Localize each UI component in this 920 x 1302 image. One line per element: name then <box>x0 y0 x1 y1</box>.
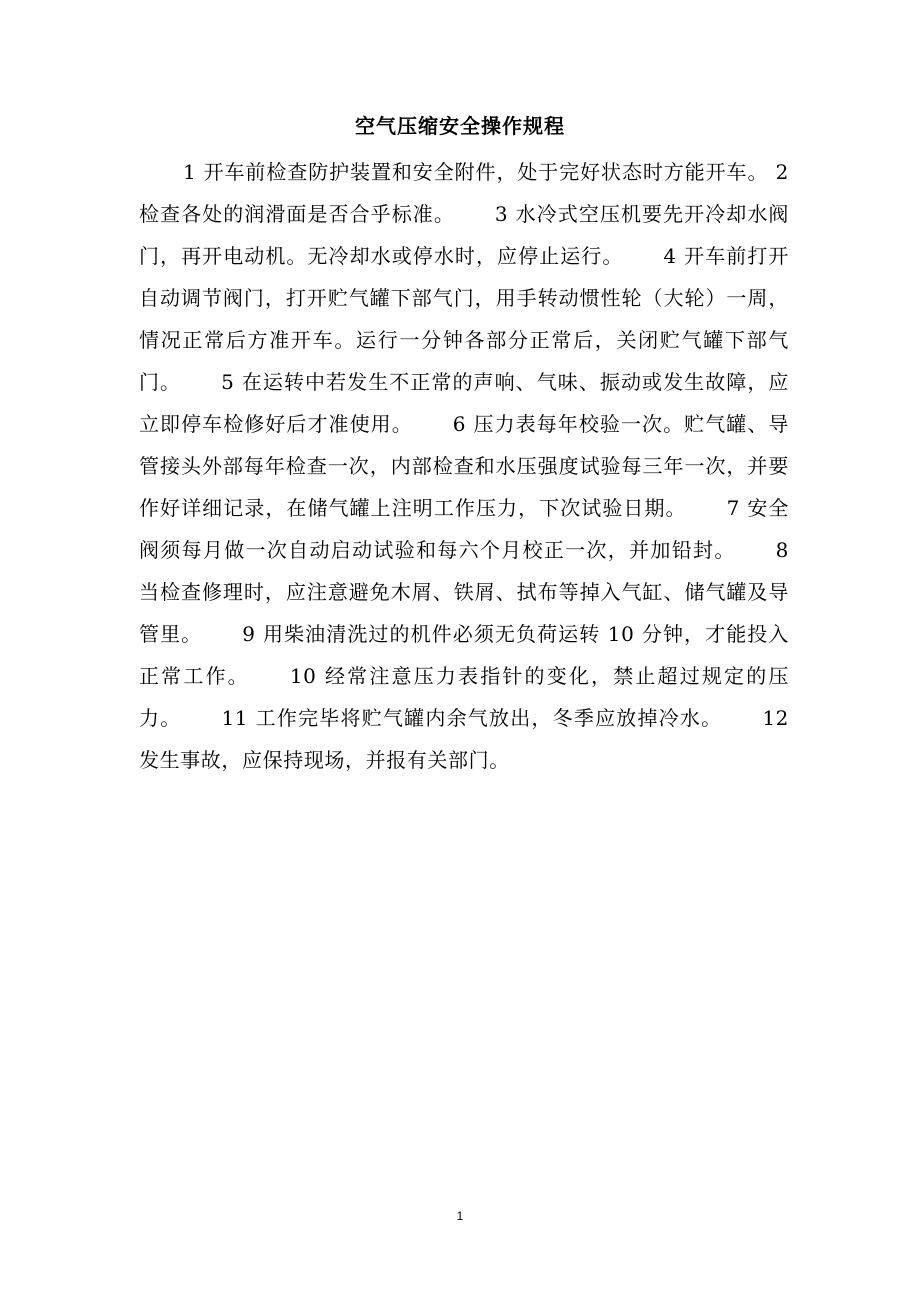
regulation-item: 9 用柴油清洗过的机件必须无负荷运转 10 分钟，才能投入正常工作。 <box>139 622 789 688</box>
regulation-item: 7 安全阀须每月做一次自动启动试验和每六个月校正一次，并加铅封。 <box>139 496 789 562</box>
document-body <box>139 151 789 781</box>
regulation-item: 10 经常注意压力表指针的变化，禁止超过规定的压力。 <box>139 664 789 730</box>
regulation-item: 11 工作完毕将贮气罐内余气放出，冬季应放掉冷水。 <box>221 706 723 730</box>
regulation-item: 6 压力表每年校验一次。贮气罐、导管接头外部每年检查一次，内部检查和水压强度试验每三年一次，并要作好详细记录，在储气罐上注明工作压力，下次试验日期。 <box>139 412 789 520</box>
document-title: 空气压缩安全操作规程 <box>355 114 565 138</box>
regulation-item: 4 开车前打开自动调节阀门，打开贮气罐下部气门，用手转动惯性轮（大轮）一周，情况正常后方准开车。运行一分钟各部分正常后，关闭贮气罐下部气门。 <box>139 244 789 394</box>
regulation-item: 12 发生事故，应保持现场，并报有关部门。 <box>139 706 790 772</box>
page-number: 1 <box>456 1209 464 1223</box>
regulation-item: 3 水冷式空压机要先开冷却水阀门，再开电动机。无冷却水或停水时，应停止运行。 <box>139 202 789 268</box>
regulation-item: 1 开车前检查防护装置和安全附件，处于完好状态时方能开车。 2 检查各处的润滑面是否合乎标准。 <box>139 160 789 226</box>
regulation-item: 8 当检查修理时，应注意避免木屑、铁屑、拭布等掉入气缸、储气罐及导管里。 <box>139 538 789 646</box>
regulation-item: 5 在运转中若发生不正常的声响、气味、振动或发生故障，应立即停车检修好后才准使用。 <box>139 370 789 436</box>
